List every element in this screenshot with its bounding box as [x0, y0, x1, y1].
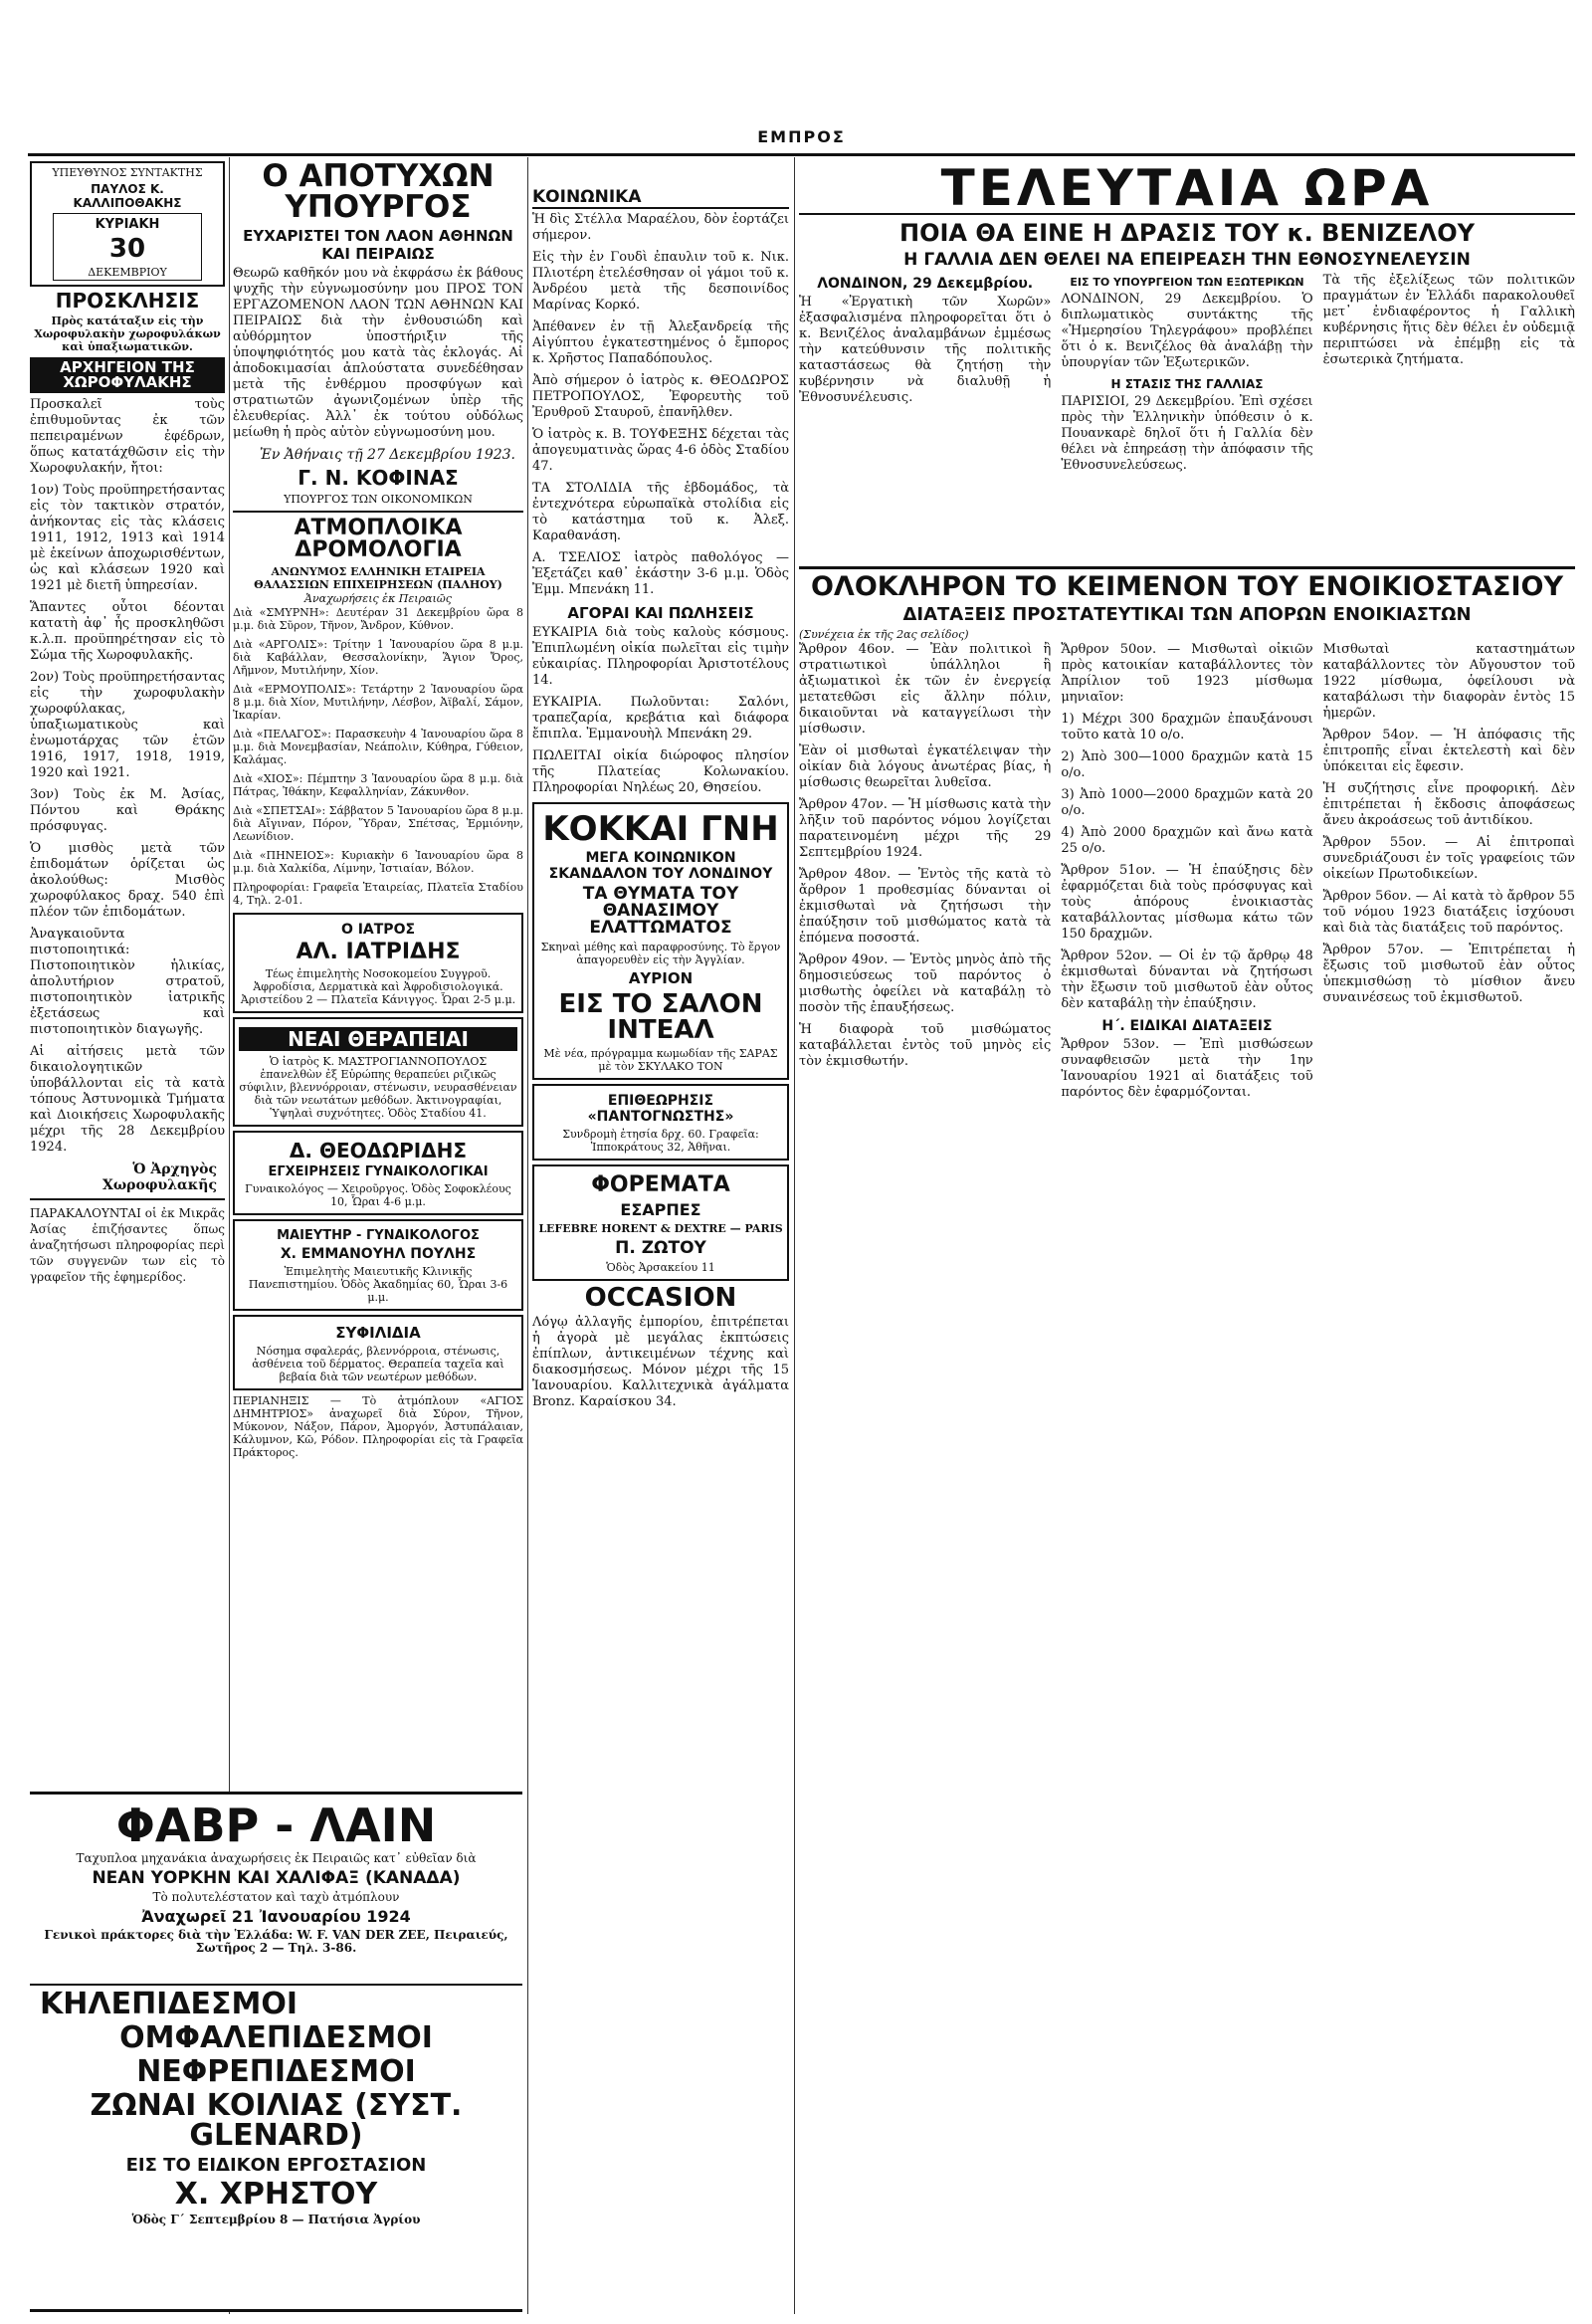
shipping-ad-title: ΦΑΒΡ - ΛΑΙΝ — [115, 1798, 437, 1852]
last-hour-section — [799, 159, 1575, 557]
article: Ἄρθρον 50ον. — Μισθωταὶ οἰκιῶν πρὸς κατοικίαν καταβάλλοντες τὸν Ἀπρίλιον τοῦ 1923 μίσθωμα μηνιαῖον: — [1061, 642, 1313, 705]
doctor-ad — [233, 913, 523, 1013]
ad-line: ΟΜΦΑΛΕΠΙΔΕΣΜΟΙ — [119, 2020, 433, 2055]
ad-line: Ὁδὸς Γ΄ Σεπτεμβρίου 8 — Πατήσια Ἀγρίου — [131, 2213, 421, 2226]
section-title: ΠΡΟΣΚΛΗΣΙΣ — [55, 289, 200, 313]
theatre-when: ΑΥΡΙΟΝ — [628, 969, 694, 987]
paragraph: Ἀναγκαιοῦντα πιστοποιητικά: Πιστοποιητικὸν ἡλικίας, ἀπολυτήριον στρατοῦ, πιστοποιητικὸν ἰατρικῆς ἐξετάσεως καὶ πιστοποιητικὸν διαγωγῆς. — [30, 927, 225, 1037]
paragraph: 2ον) Τοὺς προϋπηρετήσαντας εἰς τὴν χωροφυλακὴν χωροφύλακας, ὑπαξιωματικοὺς καὶ ἐνωμοτάρχας τῶν ἐτῶν 1916, 1917, 1918, 1919, 1920 καὶ 1921. — [30, 670, 225, 780]
subheadline: Η ΓΑΛΛΙΑ ΔΕΝ ΘΕΛΕΙ ΝΑ ΕΠΕΙΡΕΑΣΗ ΤΗΝ ΕΘΝΟΣΥΝΕΛΕΥΣΙΝ — [903, 250, 1471, 270]
column-rule — [527, 157, 528, 2314]
syphilis-ad — [233, 1315, 523, 1390]
ad-line: ΖΩΝΑΙ ΚΟΙΛΙΑΣ (ΣΥΣΤ. GLENARD) — [90, 2088, 463, 2153]
editor-name: ΠΑΥΛΟΣ Κ. ΚΑΛΛΙΠΟΘΑΚΗΣ — [73, 182, 182, 210]
article: Ἄρθρον 52ον. — Οἱ ἐν τῷ ἄρθρῳ 48 ἐκμισθωταὶ δύνανται νὰ ζητήσωσι τὴν ἔξωσιν τοῦ μισθωτοῦ ἐὰν οὗτος δὲν καταβάλῃ τὴν ἐπαύξησιν. — [1061, 949, 1313, 1011]
dress-address: Ὁδὸς Ἀρσακείου 11 — [606, 1261, 715, 1274]
shipping-item: Διὰ «ΠΕΛΑΓΟΣ»: Παρασκευὴν 4 Ἰανουαρίου ὥρα 8 μ.μ. διὰ Μονεμβασίαν, Νεάπολιν, Κύθηρα, Γύθειον, Καλάμας. — [233, 728, 523, 766]
syphilis-ad-body: Νόσημα σφαλεράς, βλεννόρροια, στένωσις, ἀσθένεια τοῦ δέρματος. Θεραπεία ταχεῖα καὶ βεβαία διὰ τῶν νεωτέρων μεθόδων. — [252, 1345, 504, 1383]
shipping-item: Διὰ «ΠΗΝΕΙΟΣ»: Κυριακὴν 6 Ἰανουαρίου ὥρα 8 μ.μ. διὰ Χαλκίδα, Λίμνην, Ἰστιαίαν, Βόλον. — [233, 849, 523, 875]
rent-col-a — [799, 642, 1051, 1107]
rent-col-c — [1323, 642, 1575, 1107]
doctor-ad-title: Ο ΙΑΤΡΟΣ — [340, 922, 416, 938]
subheadline: ΕΥΧΑΡΙΣΤΕΙ ΤΟΝ ΛΑΟΝ ΑΘΗΝΩΝ ΚΑΙ ΠΕΙΡΑΙΩΣ — [243, 227, 513, 263]
social-item: Ἡ δὶς Στέλλα Μαραέλου, δὸν ἑορτάζει σήμερον. — [532, 212, 789, 243]
theatre-victims: ΤΑ ΘΥΜΑΤΑ ΤΟΥ ΘΑΝΑΣΙΜΟΥ ΕΛΑΤΤΩΜΑΤΟΣ — [582, 884, 739, 938]
social-item: ΤΑ ΣΤΟΛΙΔΙΑ τῆς ἑβδομάδος, τὰ ἐντεχνότερα εὐρωπαϊκὰ στολίδια εἰς τὸ κατάστημα τοῦ κ. Ἀλεξ. Καραθανάση. — [532, 481, 789, 543]
divider — [30, 1198, 225, 1200]
article: Ἡ διαφορὰ τοῦ μισθώματος καταβάλλεται ἐντὸς τοῦ μηνὸς εἰς τὸν ἐκμισθωτήν. — [799, 1022, 1052, 1069]
orthopedic-ad — [30, 1986, 522, 2312]
column-2 — [233, 157, 523, 1772]
therapy-ad-body: Ὁ ἰατρὸς Κ. ΜΑΣΤΡΟΓΙΑΝΝΟΠΟΥΛΟΣ ἐπανελθὼν ἐξ Εὐρώπης θεραπεύει ριζικῶς σύφιλιν, βλεννόρροιαν, στένωσιν, νευρασθένειαν διὰ τῶν νεωτάτων μεθόδων. Ἀκτινογραφίαι, Ὑψηλαὶ συχνότητες. Ὁδὸς Σταδίου 41. — [239, 1055, 517, 1120]
rent-law-section — [799, 562, 1575, 2314]
social-heading: ΚΟΙΝΩΝΙΚΑ — [532, 187, 789, 209]
review-body: Συνδρομὴ ἐτησία δρχ. 60. Γραφεῖα: Ἱπποκράτους 32, Ἀθῆναι. — [562, 1128, 759, 1154]
doctor-ad-body: Τέως ἐπιμελητὴς Νοσοκομείου Συγγροῦ. Ἀφροδίσια, Δερματικὰ καὶ Ἀφροδισιολογικά. Ἀριστείδου 2 — Πλατεῖα Κάνιγγος. Ὧραι 2-5 μ.μ. — [240, 967, 516, 1006]
article: Μισθωταὶ καταστημάτων καταβάλλοντες τὸν Αὔγουστον τοῦ 1922 μίσθωμα, ὁφείλουσι νὰ καταβάλωσι τὴν διαφορὰν ἐντὸς 15 ἡμερῶν. — [1322, 642, 1575, 721]
paragraph: Προσκαλεῖ τοὺς ἐπιθυμοῦντας ἐκ τῶν πεπειραμένων ἐφέδρων, ὅπως κατατάχθῶσιν εἰς τὴν Χωροφυλακήν, ἤτοι: — [30, 397, 225, 476]
theatre-extra: Μὲ νέα, πρόγραμμα κωμωδίαν τῆς ΣΑΡΑΣ μὲ τὸν ΣΚΥΛΑΚΟ ΤΟΝ — [543, 1047, 778, 1073]
column-3 — [532, 184, 789, 2314]
article: Ἄρθρον 53ον. — Ἐπὶ μισθώσεων συναφθεισῶν μετὰ τὴν 1ην Ἰανουαρίου 1921 αἱ διατάξεις τοῦ παρόντος δὲν ἐφαρμόζονται. — [1061, 1037, 1313, 1100]
subheadline: ΔΙΑΤΑΞΕΙΣ ΠΡΟΣΤΑΤΕΥΤΙΚΑΙ ΤΩΝ ΑΠΟΡΩΝ ΕΝΟΙΚΙΑΣΤΩΝ — [902, 604, 1472, 625]
shipping-heading: ΑΤΜΟΠΛΟΙΚΑ ΔΡΟΜΟΛΟΓΙΑ — [294, 516, 463, 562]
article: Ἄρθρον 51ον. — Ἡ ἐπαύξησις δὲν ἐφαρμόζεται διὰ τοὺς πρόσφυγας καὶ τοὺς ἀπόρους ἐνοικιαστὰς καταβάλλοντας μίσθωμα κάτω τῶν 150 δραχμῶν. — [1061, 863, 1313, 942]
theatre-title: ΚΟΚΚΑΙ ΓΝΗ — [542, 809, 779, 849]
misc-notice: ΠΕΡΙΑΝΗΞΙΣ — Τὸ ἀτμόπλουν «ΑΓΙΟΣ ΔΗΜΗΤΡΙΟΣ» ἀναχωρεῖ διὰ Σύρον, Τῆνον, Μύκονον, Νάξον, Πάρον, Ἀμοργόν, Ἀστυπάλαιαν, Κάλυμνον, Κῶ, Ρόδον. Πληροφορίαι εἰς τὰ Γραφεῖα Πράκτορος. — [233, 1394, 523, 1459]
article: 3) Ἀπὸ 1000—2000 δραχμῶν κατὰ 20 ο/ο. — [1061, 787, 1313, 818]
news-col-3 — [1323, 273, 1575, 480]
ad-line: Χ. ΧΡΗΣΤΟΥ — [174, 2177, 378, 2212]
place-date: Ἐν Ἀθήναις τῇ 27 Δεκεμβρίου 1923. — [259, 447, 515, 463]
article: Ἡ συζήτησις εἶνε προφορική. Δὲν ἐπιτρέπεται ἡ ἔκδοσις ἀποφάσεως ἄνευ ἀκροάσεως τοῦ ἀντιδίκου. — [1322, 781, 1575, 828]
masthead-title: ΕΜΠΡΟΣ — [757, 127, 846, 146]
review-title: ΕΠΙΘΕΩΡΗΣΙΣ «ΠΑΝΤΟΓΝΩΣΤΗΣ» — [587, 1093, 734, 1125]
article: Ἄρθρον 49ον. — Ἐντὸς μηνὸς ἀπὸ τῆς δημοσιεύσεως τοῦ παρόντος ὁ μισθωτὴς ὀφείλει νὰ καταβάλῃ τὸ ποσὸν τῆς ἐπαυξήσεως. — [799, 952, 1052, 1015]
shipping-item: Διὰ «ΕΡΜΟΥΠΟΛΙΣ»: Τετάρτην 2 Ἰανουαρίου ὥρα 8 μ.μ. διὰ Χίον, Μυτιλήνην, Λέσβον, Ἀϊβαλί, Σάμον, Ἰκαρίαν. — [233, 683, 523, 722]
obstetrician-ad-body: Ἐπιμελητὴς Μαιευτικῆς Κλινικῆς Πανεπιστημίου. Ὁδὸς Ἀκαδημίας 60, Ὧραι 3-6 μ.μ. — [248, 1265, 508, 1304]
gynecology-ad-sub: ΕΓΧΕΙΡΗΣΕΙΣ ΓΥΝΑΙΚΟΛΟΓΙΚΑΙ — [268, 1164, 489, 1179]
dress-subtitle: ΕΣΑΡΠΕΣ — [620, 1200, 701, 1219]
news-columns — [799, 273, 1575, 480]
ad-line: ΕΙΣ ΤΟ ΕΙΔΙΚΟΝ ΕΡΓΟΣΤΑΣΙΟΝ — [125, 2155, 427, 2176]
article: Ἄρθρον 48ον. — Ἐντὸς τῆς κατὰ τὸ ἄρθρον 1 προθεσμίας δύνανται οἱ ἐκμισθωταὶ νὰ ζητήσωσι τὴν ἐπαύξησιν τοῦ μισθώματος κατὰ τὰ ἑπόμενα ποσοστά. — [799, 867, 1052, 946]
headline: ΟΛΟΚΛΗΡΟΝ ΤΟ ΚΕΙΜΕΝΟΝ ΤΟΥ ΕΝΟΙΚΙΟΣΤΑΣΙΟΥ — [799, 566, 1575, 600]
dress-title: ΦΟΡΕΜΑΤΑ — [591, 1172, 730, 1197]
shipping-company: ΑΝΩΝΥΜΟΣ ΕΛΛΗΝΙΚΗ ΕΤΑΙΡΕΙΑ ΘΑΛΑΣΣΙΩΝ ΕΠΙΧΕΙΡΗΣΕΩΝ (ΠΑΛΗΟΥ) — [254, 565, 502, 591]
news-text: ΠΑΡΙΣΙΟΙ, 29 Δεκεμβρίου. Ἐπὶ σχέσει πρὸς τὴν Ἑλληνικὴν ὑπόθεσιν ὁ κ. Πουανκαρὲ δηλοῖ ὅτι ἡ Γαλλία δὲν θέλει νὰ ἐπηρεάσῃ τὴν ἀπόφασιν τῆς Ἐθνοσυνελεύσεως. — [1061, 394, 1313, 473]
editor-box — [30, 161, 225, 287]
section-subtitle: Πρὸς κατάταξιν εἰς τὴν Χωροφυλακὴν χωροφυλάκων καὶ ὑπαξιωματικῶν. — [34, 315, 221, 353]
theatre-note: Σκηναὶ μέθης καὶ παραφροσύνης. Τὸ ἔργον ἀπαγορευθὲν εἰς τὴν Ἀγγλίαν. — [540, 941, 781, 966]
news-text: Ἡ «Ἐργατικὴ τῶν Χωρῶν» ἐξασφαλισμένα πληροφορεῖται ὅτι ὁ κ. Βενιζέλος ἀναλαμβάνων ἐμμέσως τὴν κατεύθυνσιν τῆς πολιτικῆς καταστάσεως θὰ ζητήσῃ τὴν κυβέρνησιν νὰ διαλυθῇ ἡ Ἐθνοσυνέλευσις. — [799, 295, 1052, 405]
paragraph: Ὁ μισθὸς μετὰ τῶν ἐπιδομάτων ὁρίζεται ὡς ἀκολούθως: Μισθὸς χωροφύλακος δραχ. 540 ἐπὶ πλέον τῶν ἐπιδομάτων. — [30, 841, 225, 920]
paragraph: 3ον) Τοὺς ἐκ Μ. Ἀσίας, Πόντου καὶ Θράκης πρόσφυγας. — [30, 787, 225, 834]
theatre-ad — [532, 802, 789, 1080]
syphilis-ad-title: ΣΥΦΙΛΙΔΙΑ — [335, 1324, 421, 1342]
news-subhead: Η ΣΤΑΣΙΣ ΤΗΣ ΓΑΛΛΙΑΣ — [1110, 377, 1264, 391]
rent-columns — [799, 642, 1575, 1107]
theatre-where: ΕΙΣ ΤΟ ΣΑΛΟΝ ΙΝΤΕΑΛ — [558, 989, 763, 1045]
social-item: Εἰς τὴν ἐν Γουδὶ ἐπαυλιν τοῦ κ. Νικ. Πλιοτέρη ἐτελέσθησαν οἱ γάμοι τοῦ κ. Ἀνδρέου μετὰ τῆς δεσποινίδος Μαρίνας Κορκό. — [532, 250, 789, 313]
paragraph: Αἱ αἰτήσεις μετὰ τῶν δικαιολογητικῶν ὑποβάλλονται εἰς τὰ κατὰ τόπους Ἀστυνομικὰ Τμήματα καὶ Διοικήσεις Χωροφυλακῆς μέχρι τῆς 28 Δεκεμβρίου 1924. — [30, 1044, 225, 1155]
article: 2) Ἀπὸ 300—1000 δραχμῶν κατὰ 15 ο/ο. — [1061, 749, 1313, 780]
date-number: 30 — [108, 234, 146, 264]
news-col-2 — [1061, 273, 1312, 480]
occasion-body: Λόγῳ ἀλλαγῆς ἐμπορίου, ἐπιτρέπεται ἡ ἀγορὰ μὲ μεγάλας ἐκπτώσεις ἐπίπλων, ἀντικειμένων τέχνης καὶ διακοσμήσεως. Μόνον μέχρι τῆς 15 Ἰανουαρίου. Καλλιτεχνικὰ ἀγάλματα Bronz. Καραίσκου 34. — [532, 1315, 789, 1409]
article: Ἄρθρον 57ον. — Ἐπιτρέπεται ἡ ἔξωσις τοῦ μισθωτοῦ ἐὰν οὗτος ὑπεκμισθώσῃ τὸ μίσθιον ἄνευ συναινέσεως τοῦ ἐκμισθωτοῦ. — [1322, 943, 1575, 1005]
social-item: Ἀπὸ σήμερον ὁ ἰατρὸς κ. ΘΕΟΔΩΡΟΣ ΠΕΤΡΟΠΟΥΛΟΣ, Ἐφορευτὴς τοῦ Ἐρυθροῦ Σταυροῦ, ἐπανῆλθεν. — [532, 373, 789, 420]
ad-line: ΚΗΛΕΠΙΔΕΣΜΟΙ — [40, 1987, 298, 2021]
continuation-note: (Συνέχεια ἐκ τῆς 2ας σελίδος) — [799, 628, 969, 641]
archive-heading: ΑΡΧΗΓΕΙΟΝ ΤΗΣ ΧΩΡΟΦΥΛΑΚΗΣ — [30, 357, 225, 393]
shipping-ad-ship: Τὸ πολυτελέστατον καὶ ταχὺ ἀτμόπλουν — [152, 1890, 400, 1904]
article: Ἐὰν οἱ μισθωταὶ ἐγκατέλειψαν τὴν οἰκίαν διὰ λόγους ἀνωτέρας βίας, ἡ μίσθωσις θεωρεῖται λυθεῖσα. — [799, 743, 1052, 790]
article: Ἄρθρον 46ον. — Ἐὰν πολιτικοὶ ἢ στρατιωτικοὶ ὑπάλληλοι ἢ ἀξιωματικοὶ ἐκ τῶν ἐν ἐνεργείᾳ μετατεθῶσι εἰς ἄλλην πόλιν, δικαιοῦνται νὰ καταγγείλωσι τὴν μίσθωσιν. — [799, 642, 1052, 737]
date-box — [53, 213, 201, 281]
social-item: Α. ΤΣΕΛΙΟΣ ἰατρὸς παθολόγος — Ἐξετάζει καθ᾽ ἑκάστην 3-6 μ.μ. Ὁδὸς Ἐμμ. Μπενάκη 11. — [532, 550, 789, 597]
rent-col-b — [1061, 642, 1312, 1107]
theatre-subtitle: ΜΕΓΑ ΚΟΙΝΩΝΙΚΟΝ ΣΚΑΝΔΑΛΟΝ ΤΟΥ ΛΟΝΔΙΝΟΥ — [548, 850, 773, 882]
article: Ἄρθρον 54ον. — Ἡ ἀπόφασις τῆς ἐπιτροπῆς εἶναι ἐκτελεστὴ καὶ δὲν ὑπόκειται εἰς ἔφεσιν. — [1322, 728, 1575, 774]
shipping-item: Διὰ «ΧΙΟΣ»: Πέμπτην 3 Ἰανουαρίου ὥρα 8 μ.μ. διὰ Πάτρας, Ἰθάκην, Κεφαλληνίαν, Ζάκυνθον. — [233, 772, 523, 798]
dress-owner: Π. ΖΩΤΟΥ — [615, 1238, 706, 1258]
shipping-item: Διὰ «ΑΡΓΟΛΙΣ»: Τρίτην 1 Ἰανουαρίου ὥρα 8 μ.μ. διὰ Καβάλλαν, Θεσσαλονίκην, Ἅγιον Ὄρος, Λῆμνον, Μυτιλήνην, Χίον. — [233, 638, 523, 677]
ad-line: ΝΕΦΡΕΠΙΔΕΣΜΟΙ — [136, 2054, 416, 2089]
column-rule — [794, 157, 795, 2314]
therapy-ad — [233, 1017, 523, 1127]
article: Ἄρθρον 55ον. — Αἱ ἐπιτροπαὶ συνεδριάζουσι ἐν τοῖς γραφείοις τῶν οἰκείων Πρωτοδικείων. — [1322, 835, 1575, 882]
shipping-ad-destination: ΝΕΑΝ ΥΟΡΚΗΝ ΚΑΙ ΧΑΛΙΦΑΞ (ΚΑΝΑΔΑ) — [92, 1868, 461, 1888]
shipping-item: Διὰ «ΣΜΥΡΝΗ»: Δευτέραν 31 Δεκεμβρίου ὥρα 8 μ.μ. διὰ Σῦρον, Τῆνον, Ἄνδρον, Κύθνον. — [233, 606, 523, 632]
headline: ΠΟΙΑ ΘΑ ΕΙΝΕ Η ΔΡΑΣΙΣ ΤΟΥ κ. ΒΕΝΙΖΕΛΟΥ — [899, 219, 1475, 247]
doctor-ad-name: ΑΛ. ΙΑΤΡΙΔΗΣ — [296, 940, 461, 964]
gynecology-ad-title: Δ. ΘΕΟΔΩΡΙΔΗΣ — [289, 1139, 468, 1162]
signature-title: ΥΠΟΥΡΓΟΣ ΤΩΝ ΟΙΚΟΝΟΜΙΚΩΝ — [284, 493, 473, 506]
obstetrician-ad-title: ΜΑΙΕΥΤΗΡ - ΓΥΝΑΙΚΟΛΟΓΟΣ — [277, 1228, 480, 1243]
shipping-ad — [30, 1792, 522, 1987]
article: Ἄρθρον 47ον. — Ἡ μίσθωσις κατὰ τὴν λῆξιν τοῦ παρόντος νόμου λογίζεται παρατεινομένη μέχρι τῆς 29 Σεπτεμβρίου 1924. — [799, 797, 1052, 860]
news-subhead: ΕΙΣ ΤΟ ΥΠΟΥΡΓΕΙΟΝ ΤΩΝ ΕΞΩΤΕΡΙΚΩΝ — [1070, 276, 1304, 289]
letter-text: Θεωρῶ καθῆκόν μου νὰ ἐκφράσω ἐκ βάθους ψυχῆς τὴν εὐγνωμοσύνην μου ΠΡΟΣ ΤΟΝ ΕΡΓΑΖΟΜΕΝΟΝ ΛΑΟΝ ΤΩΝ ΑΘΗΝΩΝ ΚΑΙ ΠΕΙΡΑΙΩΣ διὰ τὴν ἐνθουσιώδη καὶ αὐθόρμητον ὑποστήριξιν τῆς ὑποψηφιότητός μου κατὰ τὰς ἐκλογάς. Αἱ ἀποδοκιμασίαι ἀπλούστατα συνεδέθησαν μετὰ τῆς ἐνθέρμου προσφύγων καὶ στρατιωτῶν ἀγωνιζομένων ὑπὲρ τῆς ἐλευθερίας. Ἀλλ᾽ ἐκ τούτου οὐδόλως μείωθη ἡ πρὸς αὐτὸν εὐγνωμοσύνη μου. — [233, 266, 523, 440]
shipping-note: Ἀναχωρήσεις ἐκ Πειραιῶς — [304, 592, 452, 605]
date-day: ΚΥΡΙΑΚΗ — [95, 217, 160, 232]
obstetrician-ad-name: Χ. ΕΜΜΑΝΟΥΗΛ ΠΟΥΛΗΣ — [280, 1246, 477, 1262]
social-item: Ἀπέθανεν ἐν τῇ Ἀλεξανδρείᾳ τῆς Αἰγύπτου ἐγκατεστημένος ὁ ἔμπορος κ. Χρῆστος Παπαδόπουλος. — [532, 319, 789, 366]
market-heading: ΑΓΟΡΑΙ ΚΑΙ ΠΩΛΗΣΕΙΣ — [567, 604, 754, 622]
paragraph: 1ον) Τοὺς προϋπηρετήσαντας εἰς τὸν τακτικὸν στρατόν, ἀνήκοντας εἰς τὰς κλάσεις 1911, 1912, 1913 καὶ 1914 μὲ ἐκείνων ἀποχωρισθέντων, ὡς καὶ κλάσεων 1920 καὶ 1921 μὲ διετῆ ὑπηρεσίαν. — [30, 483, 225, 593]
masthead — [28, 127, 1575, 156]
market-item: ΕΥΚΑΙΡΙΑ διὰ τοὺς καλοὺς κόσμους. Ἐπιπλωμένη οἰκία πωλεῖται εἰς τιμὴν εὐκαιρίας. Πληροφορίαι Ἀριστοτέλους 14. — [532, 625, 789, 688]
news-text: ΛΟΝΔΙΝΟΝ, 29 Δεκεμβρίου. Ὁ διπλωματικὸς συντάκτης τῆς «Ἡμερησίου Τηλεγράφου» προβλέπει ὅτι ὁ κ. Βενιζέλος θὰ ἀναλάβῃ τὴν ὑπουργίαν τῶν Ἐξωτερικῶν. — [1061, 292, 1313, 370]
dress-brand: LEFEBRE HORENT & DEXTRE — PARIS — [538, 1222, 783, 1235]
shipping-item: Διὰ «ΣΠΕΤΣΑΙ»: Σάββατον 5 Ἰανουαρίου ὥρα 8 μ.μ. διὰ Αἴγιναν, Πόρον, Ὕδραν, Σπέτσας, Ἑρμιόνην, Λεωνίδιον. — [233, 804, 523, 843]
paragraph: Ἅπαντες οὗτοι δέονται κατατὴ ἀφ᾽ ἧς προσκληθῶσι κ.λ.π. προϋπηρέτησαν εἰς τὸ Σώμα τῆς Χωροφυλακῆς. — [30, 600, 225, 663]
divider — [233, 511, 523, 513]
signature: Γ. Ν. ΚΟΦΙΝΑΣ — [298, 466, 459, 490]
article: Ἄρθρον 56ον. — Αἱ κατὰ τὸ ἄρθρον 55 τοῦ νόμου 1923 διατάξεις ἰσχύουσι καὶ διὰ τὰς διατάξεις τοῦ παρόντος. — [1322, 889, 1575, 936]
headline: Ο ΑΠΟΤΥΧΩΝ ΥΠΟΥΡΓΟΣ — [262, 158, 495, 225]
shipping-ad-date: Ἀναχωρεῖ 21 Ἰανουαρίου 1924 — [141, 1907, 411, 1926]
occasion-title: OCCASION — [584, 1283, 737, 1313]
editor-label: ΥΠΕΥΘΥΝΟΣ ΣΥΝΤΑΚΤΗΣ — [52, 166, 203, 179]
section-heading: Η΄. ΕΙΔΙΚΑΙ ΔΙΑΤΑΞΕΙΣ — [1101, 1018, 1273, 1034]
market-item: ΕΥΚΑΙΡΙΑ. Πωλοῦνται: Σαλόνι, τραπεζαρία, κρεβάτια καὶ διάφορα ἔπιπλα. Ἐμμανουὴλ Μπενάκη 29. — [532, 695, 789, 741]
article: 4) Ἀπὸ 2000 δραχμῶν καὶ ἄνω κατὰ 25 ο/ο. — [1061, 825, 1313, 856]
obstetrician-ad — [233, 1219, 523, 1311]
shipping-ad-agent: Γενικοὶ πράκτορες διὰ τὴν Ἑλλάδα: W. F. VAN DER ZEE, Πειραιεύς, Σωτῆρος 2 — Τηλ. 3-86. — [44, 1928, 508, 1955]
news-text: Τὰ τῆς ἐξελίξεως τῶν πολιτικῶν πραγμάτων ἐν Ἑλλάδι παρακολουθεῖ μετ᾽ ἐνδιαφέροντος ἡ Γαλλικὴ κυβέρνησις ἥτις δὲν θέλει ἐν οὐδεμιᾷ περιπτώσει νὰ ἐπέμβῃ εἰς τὰ ἐσωτερικὰ ζητήματα. — [1322, 273, 1575, 367]
gynecology-ad — [233, 1131, 523, 1215]
date-month: ΔΕΚΕΜΒΡΙΟΥ — [88, 266, 167, 279]
article: 1) Μέχρι 300 δραχμῶν ἐπαυξάνουσι τοῦτο κατὰ 10 ο/ο. — [1061, 712, 1313, 742]
review-ad — [532, 1084, 789, 1161]
gynecology-ad-body: Γυναικολόγος — Χειροῦργος. Ὁδὸς Σοφοκλέους 10, Ὧραι 4-6 μ.μ. — [245, 1182, 511, 1208]
dateline: ΛΟΝΔΙΝΟΝ, 29 Δεκεμβρίου. — [817, 276, 1034, 292]
news-col-1 — [799, 273, 1051, 480]
shipping-item: Πληροφορίαι: Γραφεῖα Ἑταιρείας, Πλατεῖα Σταδίου 4, Τηλ. 2-01. — [233, 881, 523, 907]
banner: ΤΕΛΕΥΤΑΙΑ ΩΡΑ — [799, 163, 1575, 215]
signature: Ὁ Ἀρχηγὸς Χωροφυλακῆς — [101, 1162, 217, 1193]
dress-ad — [532, 1164, 789, 1281]
notice: ΠΑΡΑΚΑΛΟΥΝΤΑΙ οἱ ἐκ Μικρᾶς Ἀσίας ἐπιζήσαντες ὅπως ἀναζητήσωσι πληροφορίας περὶ τῶν συγγενῶν των εἰς τὸ γραφεῖον τῆς ἐφημερίδος. — [30, 1206, 225, 1284]
shipping-ad-line: Ταχυπλοα μηχανάκια ἀναχωρήσεις ἐκ Πειραιῶς κατ᾽ εὐθεῖαν διὰ — [76, 1851, 477, 1865]
therapy-ad-title: ΝΕΑΙ ΘΕΡΑΠΕΙΑΙ — [239, 1027, 517, 1051]
market-item: ΠΩΛΕΙΤΑΙ οἰκία διώροφος πλησίον τῆς Πλατείας Κολωνακίου. Πληροφορίαι Νηλέως 20, Θησείου. — [532, 748, 789, 795]
social-item: Ὁ ἰατρὸς κ. Β. ΤΟΥΦΕΞΗΣ δέχεται τὰς ἀπογευματινὰς ὥρας 4-6 ὁδὸς Σταδίου 47. — [532, 427, 789, 474]
